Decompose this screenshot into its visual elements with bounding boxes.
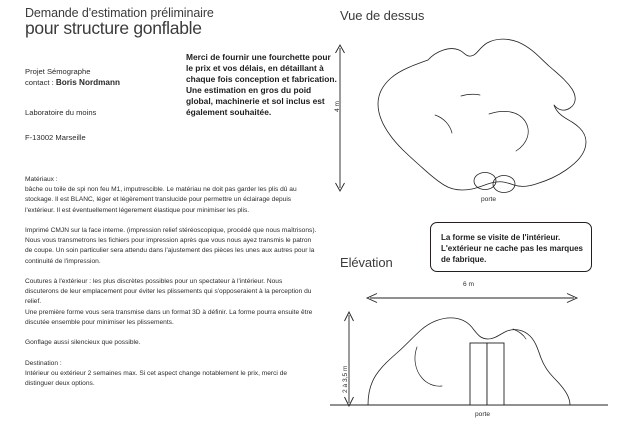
elevation-fold-mark-1 (415, 347, 442, 386)
materials-paragraph: bâche ou toile de spi non feu M1, imputrescible. Le matériau ne doit pas garder les plis dû au stockage. Il est BLANC, léger et légèrement translucide pour permettre un éclairage depuis l'extérieur. Il est éventuellement légerement élastique pour minimiser les plis. (25, 186, 297, 214)
contact-name: Boris Nordmann (55, 78, 120, 87)
callout-text: La forme se visite de l'intérieur. L'extérieur ne cache pas les marques de fabrique. (441, 233, 583, 265)
meta-spacer-1 (25, 88, 175, 107)
top-view-height-label: 4 m (334, 101, 341, 112)
callout-box (430, 222, 592, 272)
meta-spacer-2 (25, 118, 175, 132)
top-view-height-dimension (336, 45, 345, 191)
seams-paragraph: Coutures à l'extérieur : les plus discrètes possibles pour un spectateur à l'intérieur. Nous discuterons de leur emplacement pour éviter les plissements qui s'opposeraient à la perception du relief. (25, 278, 312, 306)
organisation-name: Laboratoire du moins (25, 108, 97, 117)
left-text-column (25, 6, 337, 387)
copy-spacer-2 (25, 267, 317, 277)
form-paragraph: Une première forme vous sera transmise dans un format 3D à définir. La forme pourra ensuite être discutée ensemble pour minimiser les plissements. (25, 308, 313, 326)
destination-heading: Destination : (25, 359, 62, 367)
inflation-paragraph: Gonflage aussi silencieux que possible. (25, 339, 141, 347)
title-line-2: pour structure gonflable (25, 18, 202, 38)
contact-label: contact : (25, 78, 56, 87)
elevation-width-dimension (367, 294, 577, 303)
top-view-door-label: porte (481, 196, 497, 203)
elevation-drawing (318, 286, 625, 436)
destination-paragraph: Intérieur ou extérieur 2 semaines max. Si cet aspect change notablement le prix, merci de distinguer deux options. (25, 369, 288, 387)
top-view-fold-mark-3 (489, 111, 528, 151)
elevation-outline (368, 318, 570, 405)
materials-heading: Matériaux : (25, 176, 58, 183)
project-name: Projet Sémographe (25, 67, 91, 76)
top-view-fold-mark-1 (435, 115, 452, 133)
title-line-1: Demande d'estimation préliminaire (25, 6, 214, 20)
elevation-heading: Elévation (340, 255, 393, 270)
top-view-drawing (318, 32, 625, 242)
copy-spacer-1 (25, 216, 317, 226)
right-drawing-column (318, 0, 625, 441)
elevation-height-label: 2 à 3,5 m (342, 365, 349, 393)
elevation-door (470, 343, 504, 405)
elevation-door-label: porte (475, 411, 491, 418)
top-view-fold-mark-2 (461, 94, 480, 96)
copy-spacer-4 (25, 348, 317, 358)
top-view-heading: Vue de dessus (340, 8, 425, 23)
body-copy (25, 175, 317, 389)
contact-row (25, 77, 175, 88)
project-meta (25, 66, 175, 143)
intro-paragraph: Merci de fournir une fourchette pour le prix et vos délais, en détaillant à chaque fois conception et fabrication. Une estimation en gros du poid global, machinerie et sol inclus est également souhaitée. (186, 52, 337, 118)
copy-spacer-3 (25, 328, 317, 338)
postal-address: F-13002 Marseille (25, 133, 86, 142)
top-view-outline (378, 39, 586, 190)
page-title (25, 6, 317, 38)
print-paragraph: Imprimé CMJN sur la face interne. (impression relief stéréoscopique, procédé que nous maîtrisons). Nous vous transmetrons les fichiers pour impression après que vous nous ayez transmis le patron de coupe. Un soin particulier sera attendu dans l'ajustement des pièces les unes aux autres pour la continuité de l'impression. (25, 227, 317, 265)
elevation-width-label: 6 m (463, 281, 474, 288)
